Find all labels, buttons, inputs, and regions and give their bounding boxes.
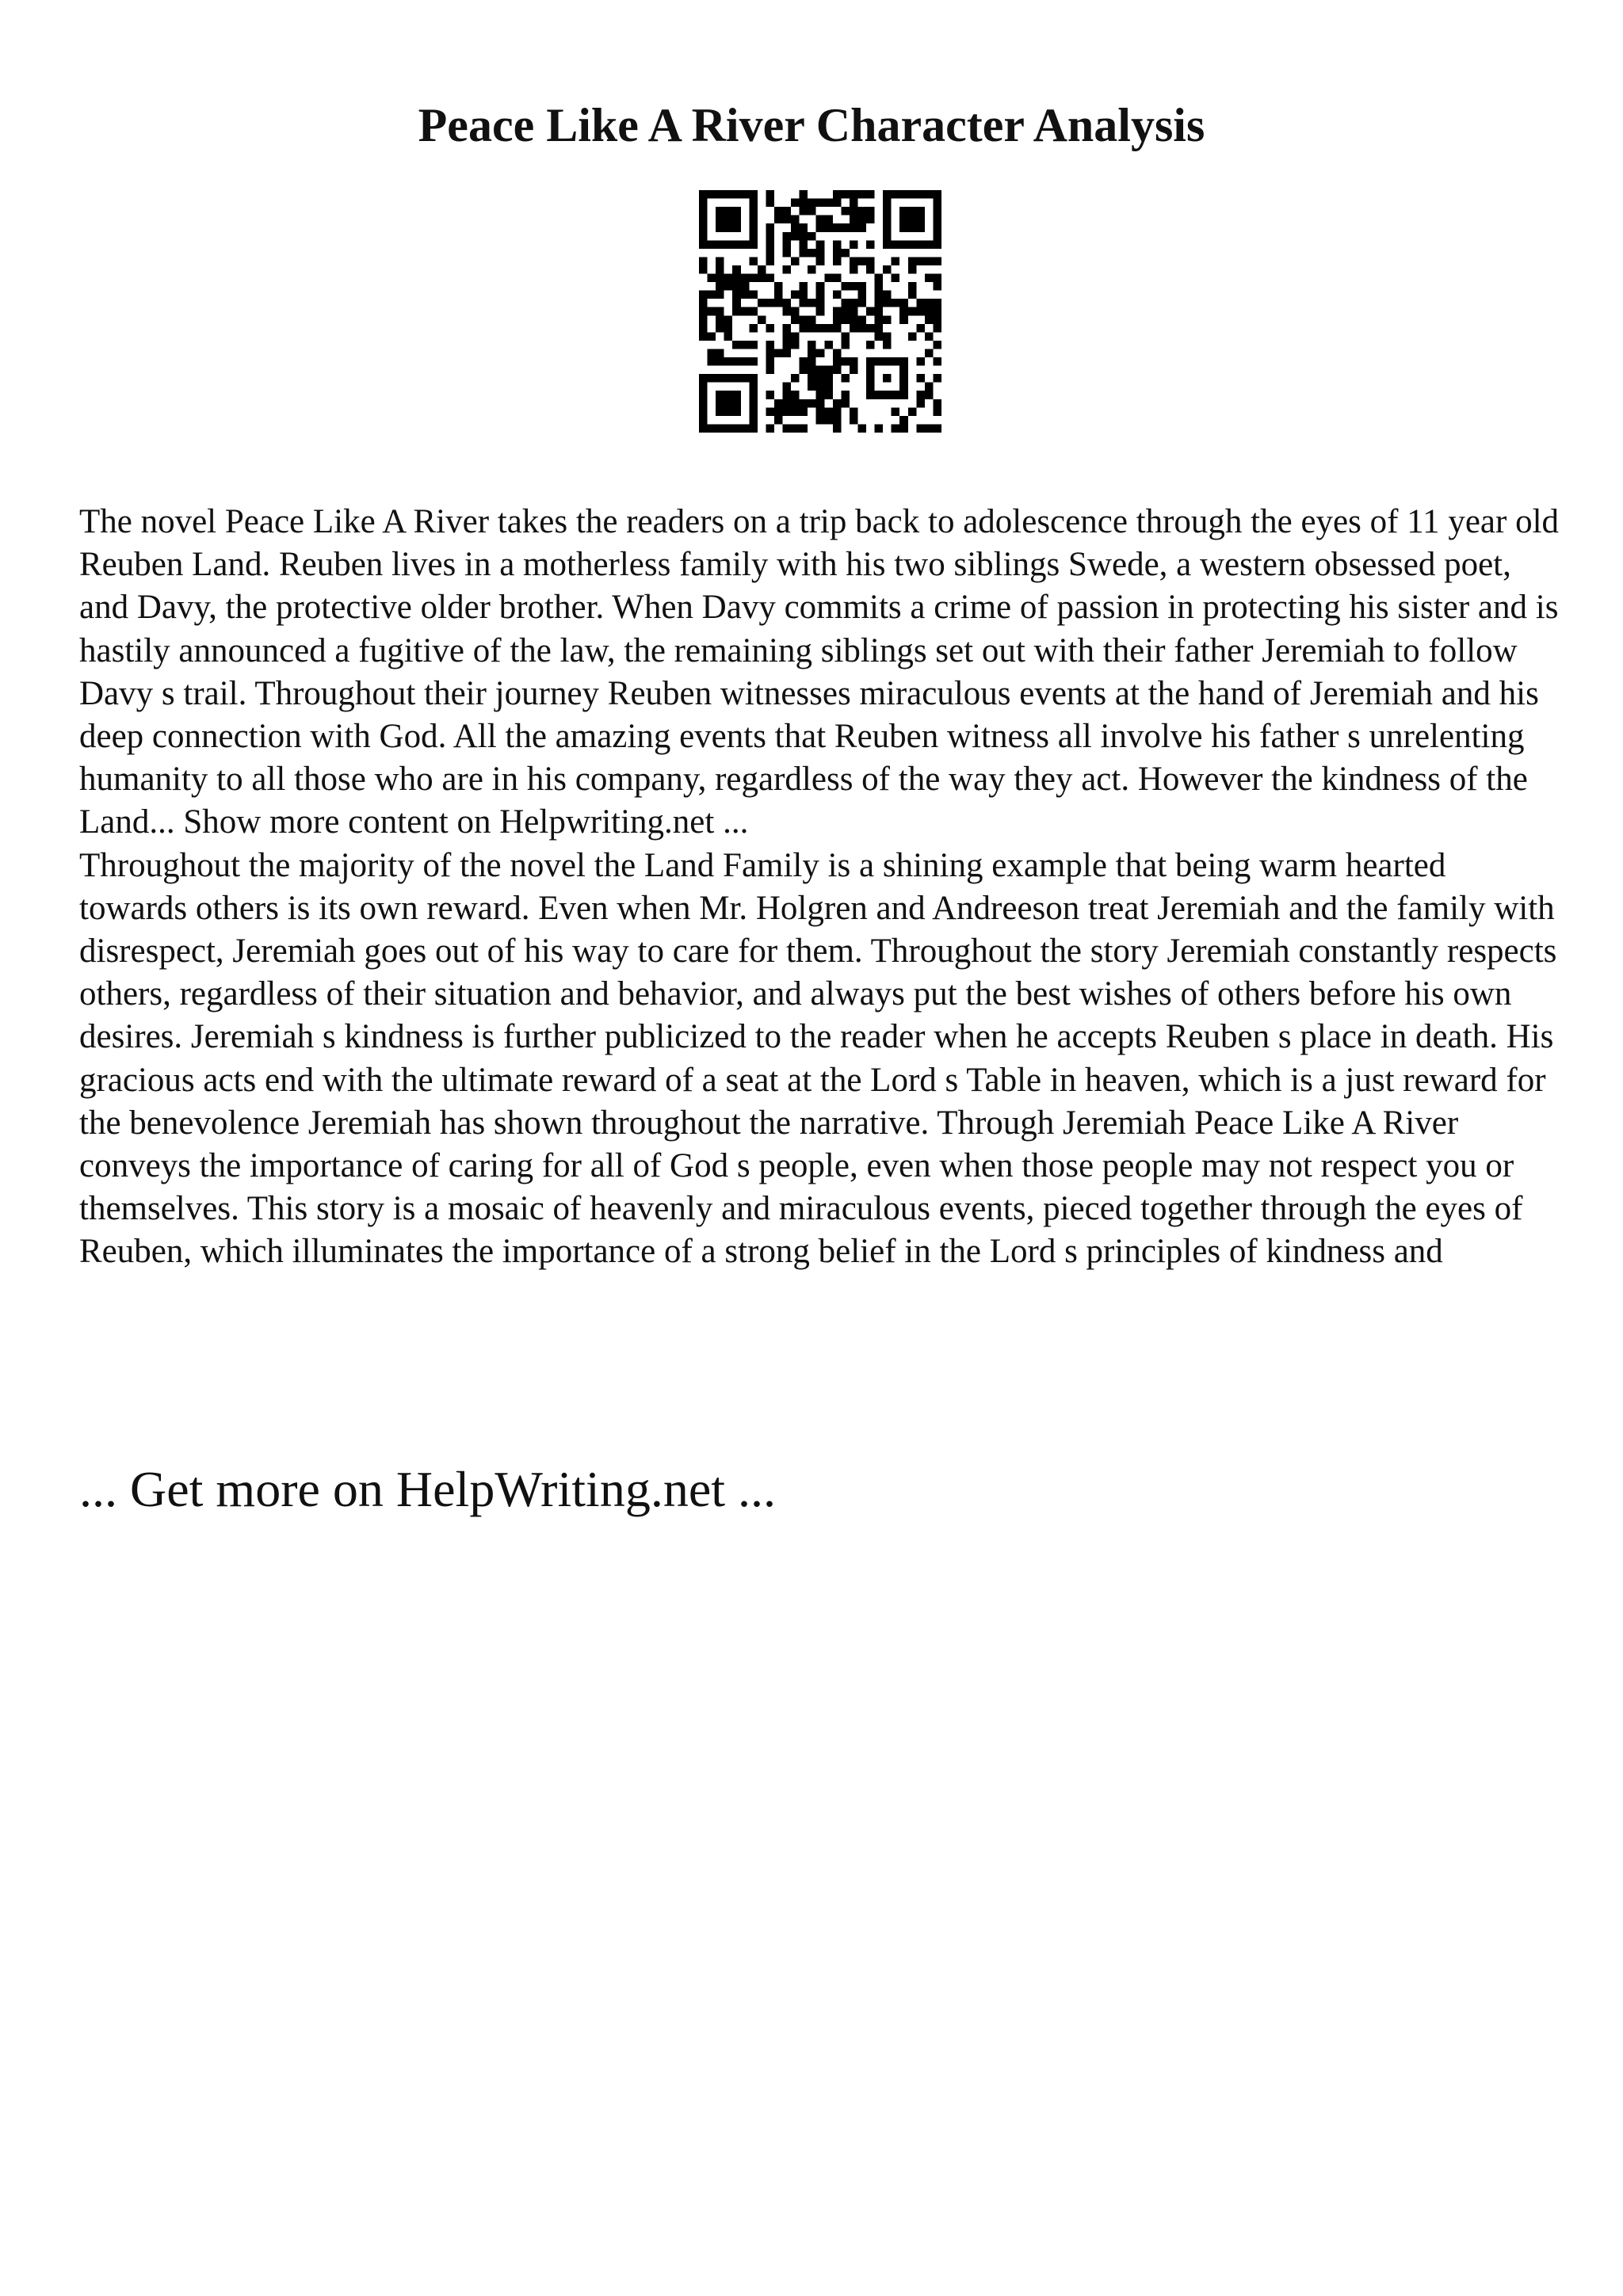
paragraph: Throughout the majority of the novel the Land Family is a shining example that being warm hearted towards others is its own reward. Even when Mr. Holgren and Andreeson treat Jeremiah and the family with disrespect, Jeremiah goes out of his way to care for them. Throughout the story Jeremiah constantly respects others, regardless of their situation and behavior, and always put the best wishes of others before his own desires. Jeremiah s kindness is further publicized to the reader when he accepts Reuben s place in death. His gracious acts end with the ultimate reward of a seat at the Lord s Table in heaven, which is a just reward for the benevolence Jeremiah has shown throughout the narrative. Through Jeremiah Peace Like A River conveys the importance of caring for all of God s people, even when those people may not respect you or themselves. This story is a mosaic of heavenly and miraculous events, pieced together through the eyes of Reuben, which illuminates the importance of a strong belief in the Lord s principles of kindness and [79,846,1557,1271]
article-body [79,501,1561,1274]
get-more-link[interactable]: ... Get more on HelpWriting.net ... [79,1461,776,1517]
page-title: Peace Like A River Character Analysis [418,99,1205,151]
paragraph: The novel Peace Like A River takes the readers on a trip back to adolescence through the eyes of 11 year old Reuben Land. Reuben lives in a motherless family with his two siblings Swede, a western obsessed poet, and Davy, the protective older brother. When Davy commits a crime of passion in protecting his sister and is hastily announced a fugitive of the law, the remaining siblings set out with their father Jeremiah to follow Davy s trail. Throughout their journey Reuben witnesses miraculous events at the hand of Jeremiah and his deep connection with God. All the amazing events that Reuben witness all involve his father s unrelenting humanity to all those who are in his company, regardless of the way they act. However the kindness of the Land... Show more content on Helpwriting.net ... [79,503,1560,841]
qr-code-icon [699,190,941,433]
